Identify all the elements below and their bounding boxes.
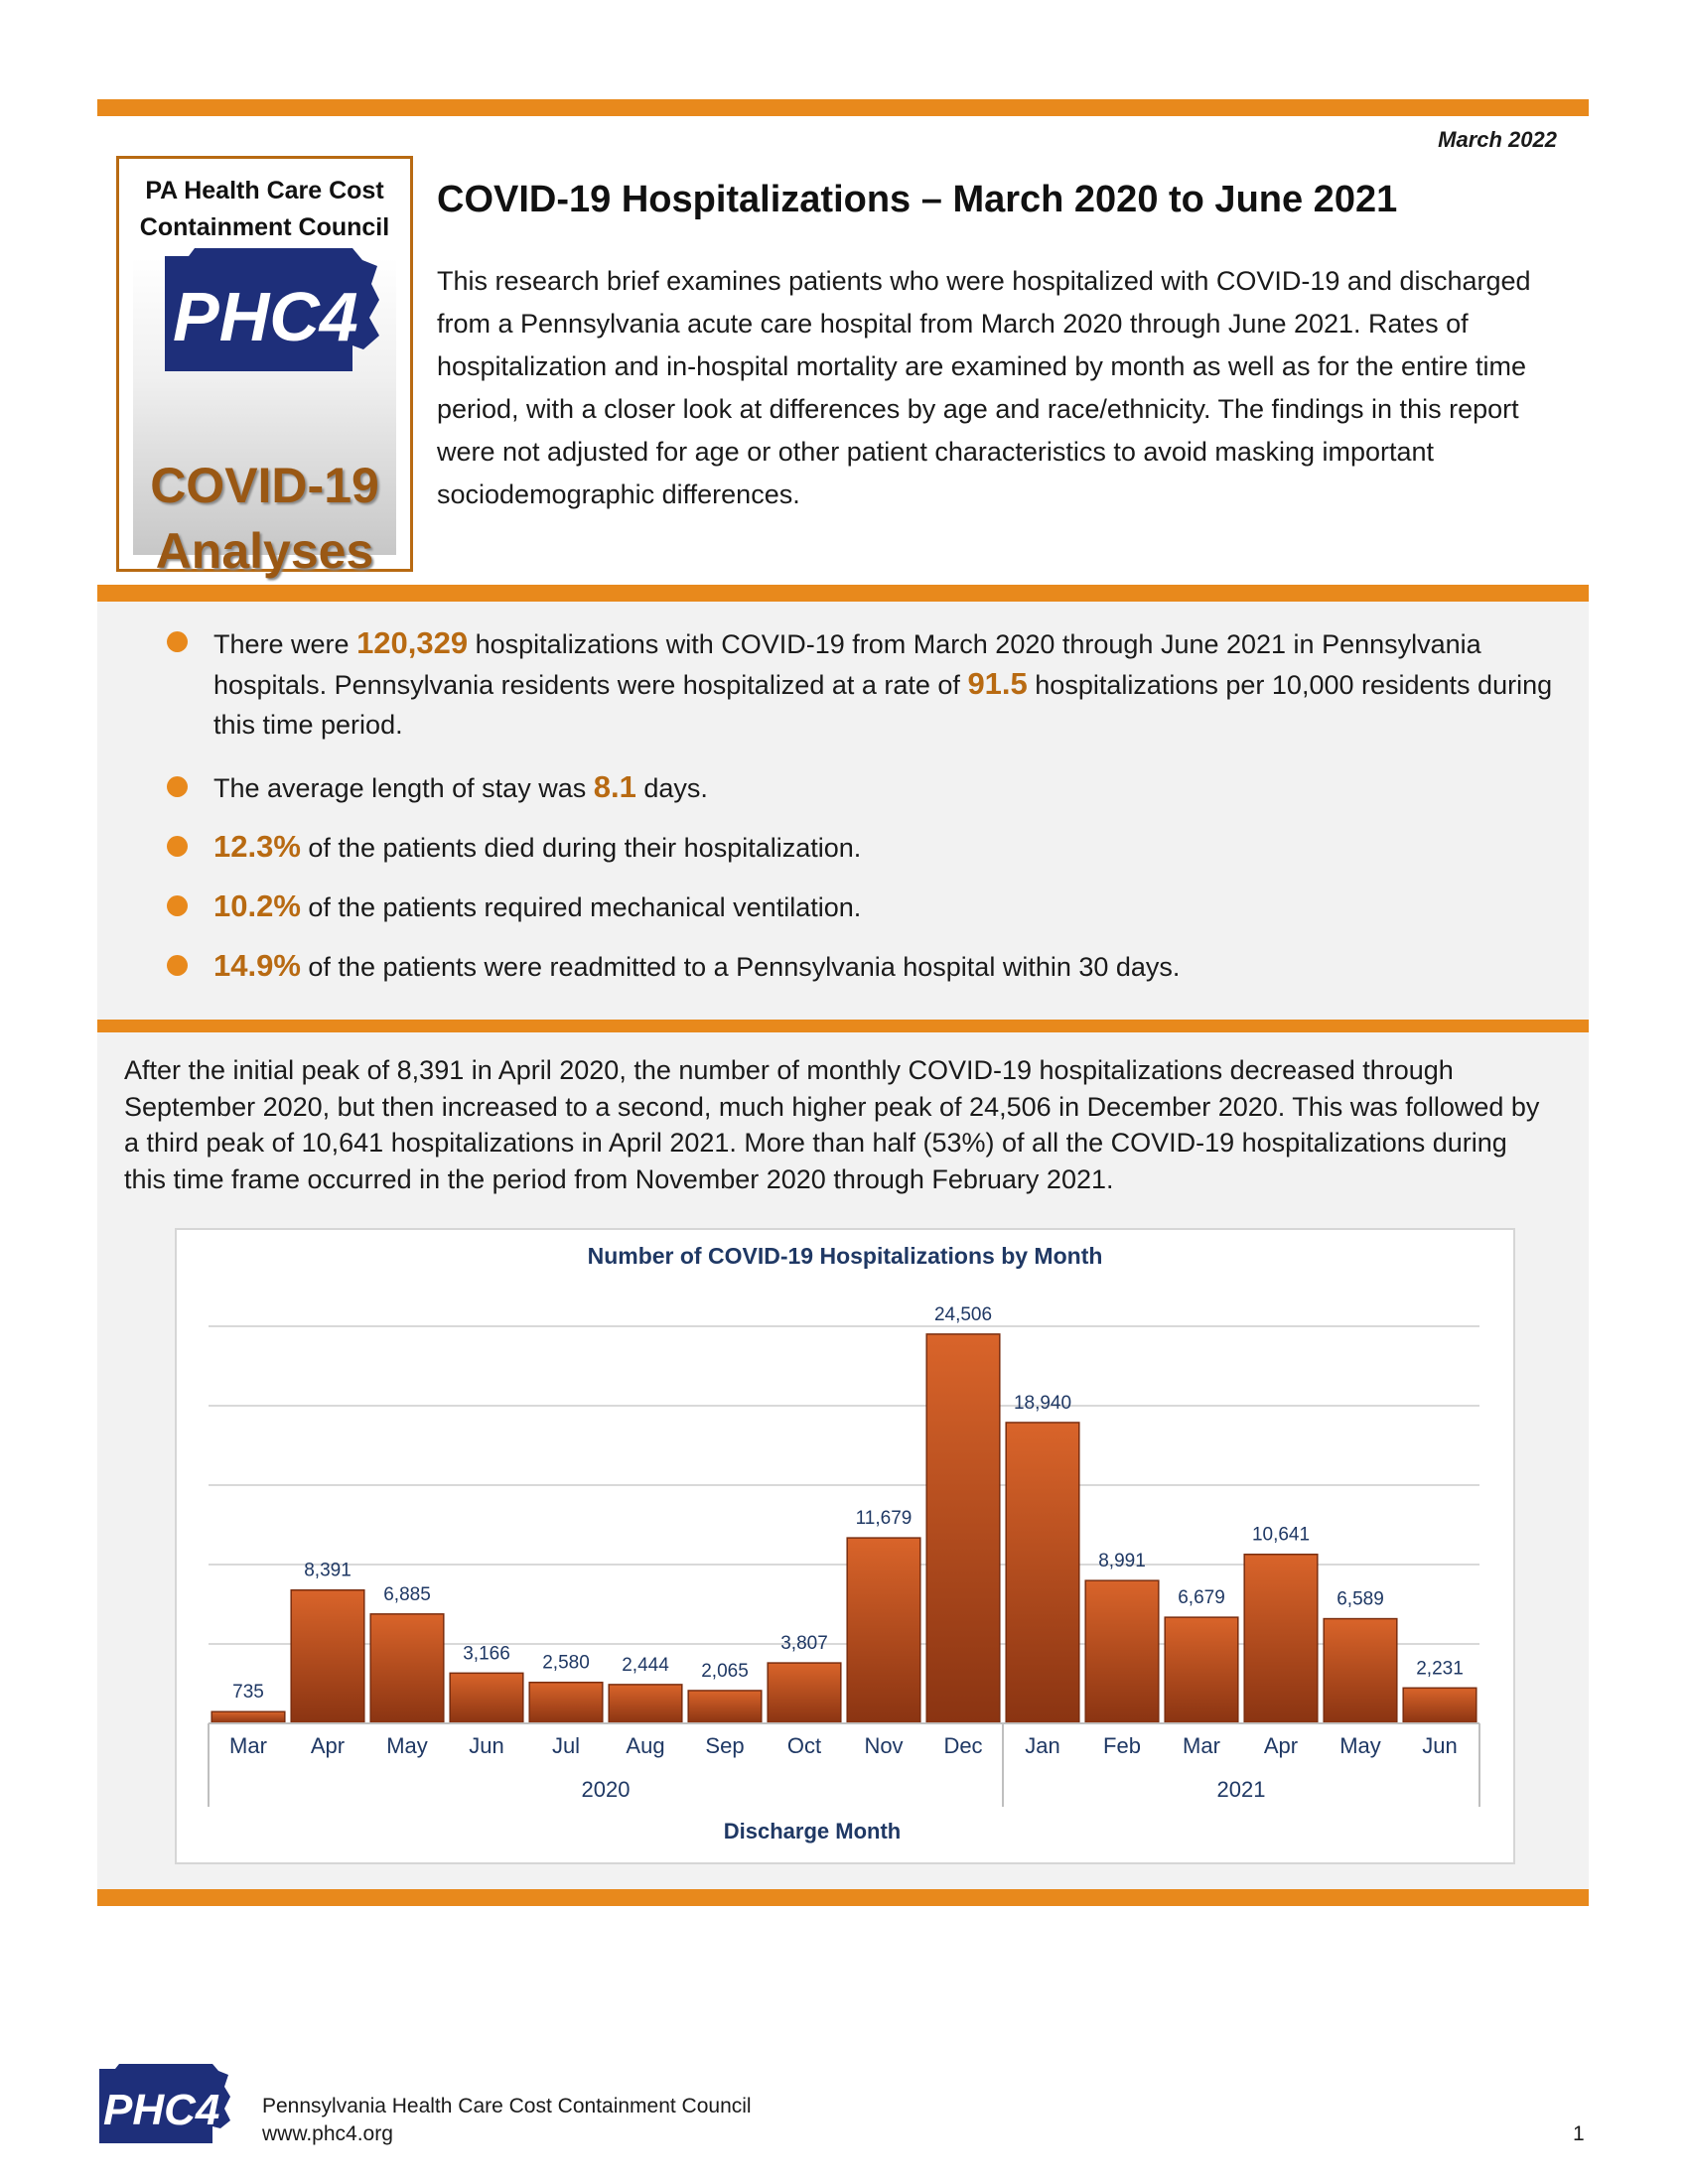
x-tick-label: Mar (229, 1733, 267, 1758)
x-tick-label: Jun (1422, 1733, 1458, 1758)
bar (847, 1538, 920, 1723)
finding-number: 10.2% (213, 888, 301, 923)
logo-mark: PHC4 (173, 278, 358, 355)
x-tick-label: Sep (705, 1733, 745, 1758)
bar (1006, 1423, 1079, 1723)
data-label: 6,885 (383, 1583, 431, 1605)
data-label: 2,444 (622, 1654, 669, 1676)
x-tick-label: May (1339, 1733, 1381, 1758)
bar (609, 1685, 682, 1723)
intro-paragraph: This research brief examines patients who were hospitalized with COVID-19 and discharged from a Pennsylvania acute care hospital from March 2020 through June 2021. Rates of hospitalization and in-hospital mortality are examined by month as well as for the entire time period, with a closer look at differences by age and race/ethnicity. The findings in this report were not adjusted for age or other patient characteristics to avoid masking important sociodemographic differences. (437, 266, 1531, 509)
data-label: 24,506 (933, 1303, 993, 1325)
x-tick-label: Apr (310, 1733, 346, 1758)
x-tick-label: Jan (1025, 1733, 1060, 1758)
bar (1244, 1555, 1318, 1723)
finding-item: 14.9% of the patients were readmitted to a Pennsylvania hospital within 30 days. (213, 948, 1181, 983)
bar (688, 1691, 762, 1723)
x-axis-title: Discharge Month (723, 1819, 902, 1843)
bar (926, 1334, 1000, 1723)
bar (1324, 1619, 1397, 1723)
publication-date: March 2022 (1438, 127, 1557, 152)
x-tick-label: Jul (551, 1733, 581, 1758)
bullet-icon (167, 836, 188, 857)
x-tick-label: Aug (626, 1733, 665, 1758)
footer-logo-mark: PHC4 (103, 2086, 220, 2134)
data-label: 11,679 (855, 1508, 913, 1530)
page-title: COVID-19 Hospitalizations – March 2020 to June 2021 (437, 179, 1398, 220)
data-label: 2,231 (1416, 1658, 1464, 1680)
data-label: 3,166 (463, 1643, 510, 1665)
footer-org-name: Pennsylvania Health Care Cost Containment Council (262, 2095, 752, 2117)
data-label: 10,641 (1251, 1524, 1311, 1546)
finding-number: 14.9% (213, 948, 301, 983)
page-number: 1 (1573, 2122, 1585, 2145)
bar (211, 1711, 285, 1723)
x-tick-label: Jun (469, 1733, 504, 1758)
top-rule (97, 99, 1589, 116)
phc4-covid-logo (116, 156, 413, 579)
data-label: 3,807 (780, 1633, 828, 1655)
finding-number: 120,329 (356, 625, 469, 660)
data-label: 8,391 (304, 1560, 352, 1581)
finding-item: There were 120,329 hospitalizations with COVID-19 from March 2020 through June 2021 in Pennsylvania hospitals. Pennsylvania residents were hospitalized at a rate of 91.5 hospitalizations per 10,000 residents during this time period. (213, 625, 1553, 740)
footer-phc4-logo (97, 2063, 236, 2144)
summary-paragraph: After the initial peak of 8,391 in April 2020, the number of monthly COVID-19 hospitalizations decreased through September 2020, but then increased to a second, much higher peak of 24,506 in December 2020. This was followed by a third peak of 10,641 hospitalizations in April 2021. More than half (53%) of all the COVID-19 hospitalizations during this time frame occurred in the period from November 2020 through February 2021. (124, 1055, 1540, 1194)
monthly-analysis-panel (97, 1032, 1589, 1906)
bar (1165, 1617, 1238, 1723)
bullet-icon (167, 631, 188, 652)
logo-analyses-text: Analyses (155, 523, 374, 579)
bar (768, 1663, 841, 1723)
hospitalizations-chart (175, 1228, 1515, 1864)
logo-org-name: PA Health Care Cost Containment Council (139, 177, 390, 241)
logo-covid-text: COVID-19 (150, 458, 379, 513)
x-tick-label: Oct (786, 1733, 822, 1758)
bar (370, 1614, 444, 1723)
finding-item: 12.3% of the patients died during their hospitalization. (213, 829, 862, 864)
x-tick-label: Mar (1183, 1733, 1220, 1758)
x-tick-label: May (386, 1733, 428, 1758)
x-tick-label: Apr (1263, 1733, 1299, 1758)
data-label: 735 (232, 1682, 264, 1704)
data-label: 2,580 (542, 1652, 590, 1674)
bullet-icon (167, 776, 188, 797)
bullet-icon (167, 895, 188, 916)
x-tick-label: Dec (943, 1733, 983, 1758)
data-label: 6,589 (1336, 1588, 1384, 1610)
finding-number: 91.5 (967, 666, 1028, 701)
data-label: 2,065 (701, 1660, 749, 1682)
finding-item: 10.2% of the patients required mechanical ventilation. (213, 888, 862, 923)
finding-number: 12.3% (213, 829, 301, 864)
x-tick-label: Feb (1103, 1733, 1141, 1758)
pennsylvania-state-icon (159, 246, 382, 373)
data-label: 18,940 (1013, 1392, 1072, 1414)
bar (529, 1683, 603, 1723)
finding-item: The average length of stay was 8.1 days. (213, 769, 708, 804)
data-label: 6,679 (1178, 1587, 1225, 1609)
x-tick-label: Nov (864, 1733, 904, 1758)
year-group-label: 2020 (581, 1777, 631, 1802)
key-findings-panel (97, 602, 1589, 1020)
chart-title: Number of COVID-19 Hospitalizations by Month (587, 1243, 1103, 1269)
bullet-icon (167, 955, 188, 976)
chart-canvas (177, 1230, 1513, 1862)
bar (1085, 1580, 1159, 1723)
year-group-label: 2021 (1216, 1777, 1266, 1802)
footer-website-link[interactable]: www.phc4.org (262, 2122, 393, 2145)
bar (1403, 1688, 1477, 1723)
x-axis (209, 1723, 1479, 1807)
highlights-rule-top (97, 585, 1589, 602)
bar (450, 1673, 523, 1723)
bottom-rule (97, 1889, 1589, 1906)
data-label: 8,991 (1098, 1551, 1146, 1572)
finding-number: 8.1 (593, 769, 636, 804)
bar (291, 1590, 364, 1723)
